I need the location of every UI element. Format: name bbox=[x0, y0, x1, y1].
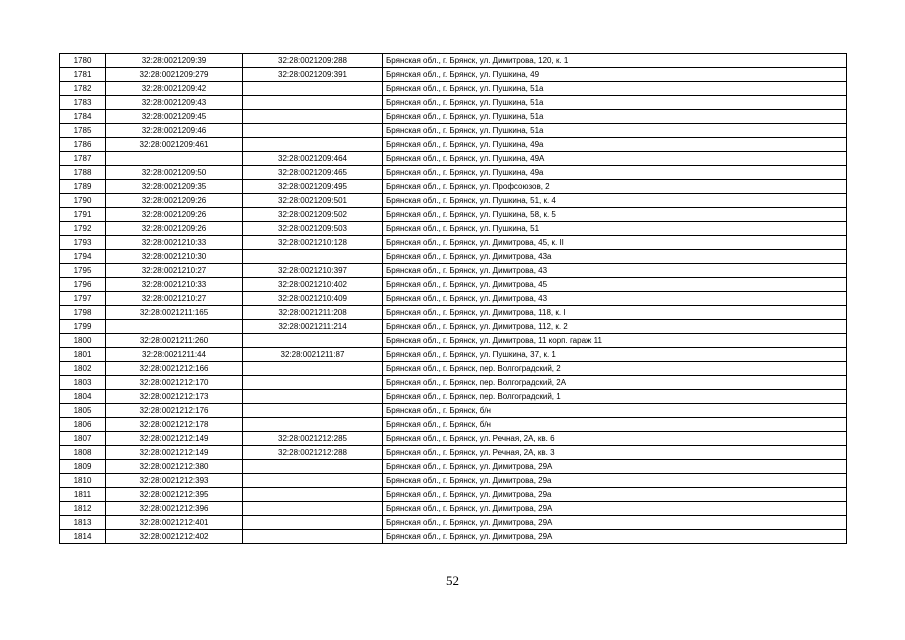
cell-address: Брянская обл., г. Брянск, ул. Димитрова, 118, к. I bbox=[383, 306, 847, 320]
cell-row-number: 1814 bbox=[60, 530, 106, 544]
cell-cadastral-number: 32:28:0021209:39 bbox=[106, 54, 243, 68]
cell-row-number: 1809 bbox=[60, 460, 106, 474]
cell-address: Брянская обл., г. Брянск, ул. Пушкина, 37, к. 1 bbox=[383, 348, 847, 362]
cell-cadastral-number: 32:28:0021212:393 bbox=[106, 474, 243, 488]
cell-cadastral-number: 32:28:0021209:279 bbox=[106, 68, 243, 82]
cell-object-cadastral-number: 32:28:0021212:285 bbox=[243, 432, 383, 446]
cell-cadastral-number bbox=[106, 320, 243, 334]
cell-cadastral-number: 32:28:0021211:44 bbox=[106, 348, 243, 362]
cell-address: Брянская обл., г. Брянск, б/н bbox=[383, 404, 847, 418]
cell-row-number: 1798 bbox=[60, 306, 106, 320]
cell-row-number: 1800 bbox=[60, 334, 106, 348]
cell-address: Брянская обл., г. Брянск, ул. Димитрова, 45 bbox=[383, 278, 847, 292]
cell-row-number: 1782 bbox=[60, 82, 106, 96]
table-row bbox=[60, 530, 847, 544]
cell-address: Брянская обл., г. Брянск, ул. Димитрова, 45, к. II bbox=[383, 236, 847, 250]
table-row bbox=[60, 236, 847, 250]
cell-cadastral-number: 32:28:0021209:26 bbox=[106, 208, 243, 222]
cell-cadastral-number: 32:28:0021210:27 bbox=[106, 264, 243, 278]
table-row bbox=[60, 292, 847, 306]
cell-address: Брянская обл., г. Брянск, ул. Димитрова, 29А bbox=[383, 516, 847, 530]
cell-address: Брянская обл., г. Брянск, ул. Речная, 2А, кв. 3 bbox=[383, 446, 847, 460]
cell-object-cadastral-number bbox=[243, 502, 383, 516]
cell-object-cadastral-number bbox=[243, 530, 383, 544]
cell-cadastral-number: 32:28:0021211:165 bbox=[106, 306, 243, 320]
table-row bbox=[60, 446, 847, 460]
cell-row-number: 1785 bbox=[60, 124, 106, 138]
cell-address: Брянская обл., г. Брянск, пер. Волгоградский, 1 bbox=[383, 390, 847, 404]
cell-object-cadastral-number: 32:28:0021211:87 bbox=[243, 348, 383, 362]
table-row bbox=[60, 166, 847, 180]
cell-object-cadastral-number bbox=[243, 474, 383, 488]
cell-cadastral-number: 32:28:0021212:396 bbox=[106, 502, 243, 516]
cell-object-cadastral-number bbox=[243, 124, 383, 138]
table-row bbox=[60, 96, 847, 110]
cell-row-number: 1795 bbox=[60, 264, 106, 278]
cell-cadastral-number: 32:28:0021209:26 bbox=[106, 194, 243, 208]
cell-row-number: 1811 bbox=[60, 488, 106, 502]
cell-address: Брянская обл., г. Брянск, ул. Пушкина, 49а bbox=[383, 138, 847, 152]
cell-address: Брянская обл., г. Брянск, пер. Волгоградский, 2А bbox=[383, 376, 847, 390]
table-row bbox=[60, 390, 847, 404]
cell-object-cadastral-number: 32:28:0021210:402 bbox=[243, 278, 383, 292]
cell-object-cadastral-number bbox=[243, 516, 383, 530]
cell-cadastral-number: 32:28:0021210:33 bbox=[106, 236, 243, 250]
cell-object-cadastral-number: 32:28:0021209:288 bbox=[243, 54, 383, 68]
table-row bbox=[60, 110, 847, 124]
cell-address: Брянская обл., г. Брянск, ул. Пушкина, 51, к. 4 bbox=[383, 194, 847, 208]
cell-object-cadastral-number: 32:28:0021210:397 bbox=[243, 264, 383, 278]
cell-address: Брянская обл., г. Брянск, ул. Пушкина, 49 bbox=[383, 68, 847, 82]
table-row bbox=[60, 208, 847, 222]
table-row bbox=[60, 418, 847, 432]
cell-row-number: 1786 bbox=[60, 138, 106, 152]
cell-cadastral-number bbox=[106, 152, 243, 166]
cell-cadastral-number: 32:28:0021209:26 bbox=[106, 222, 243, 236]
cell-cadastral-number: 32:28:0021212:380 bbox=[106, 460, 243, 474]
cell-row-number: 1813 bbox=[60, 516, 106, 530]
table-row bbox=[60, 362, 847, 376]
cell-cadastral-number: 32:28:0021210:27 bbox=[106, 292, 243, 306]
cell-address: Брянская обл., г. Брянск, ул. Димитрова, 29А bbox=[383, 502, 847, 516]
cell-object-cadastral-number: 32:28:0021209:502 bbox=[243, 208, 383, 222]
cell-row-number: 1802 bbox=[60, 362, 106, 376]
cell-cadastral-number: 32:28:0021209:43 bbox=[106, 96, 243, 110]
cell-object-cadastral-number bbox=[243, 488, 383, 502]
cell-cadastral-number: 32:28:0021209:42 bbox=[106, 82, 243, 96]
table-row bbox=[60, 432, 847, 446]
table-row bbox=[60, 194, 847, 208]
cell-object-cadastral-number bbox=[243, 404, 383, 418]
cell-object-cadastral-number bbox=[243, 110, 383, 124]
table-row bbox=[60, 152, 847, 166]
cell-address: Брянская обл., г. Брянск, ул. Профсоюзов, 2 bbox=[383, 180, 847, 194]
cell-cadastral-number: 32:28:0021212:178 bbox=[106, 418, 243, 432]
cell-cadastral-number: 32:28:0021212:173 bbox=[106, 390, 243, 404]
table-row bbox=[60, 250, 847, 264]
cell-object-cadastral-number: 32:28:0021209:465 bbox=[243, 166, 383, 180]
cell-object-cadastral-number: 32:28:0021211:214 bbox=[243, 320, 383, 334]
registry-table-container bbox=[59, 53, 846, 544]
table-row bbox=[60, 516, 847, 530]
cell-cadastral-number: 32:28:0021209:461 bbox=[106, 138, 243, 152]
cell-cadastral-number: 32:28:0021209:50 bbox=[106, 166, 243, 180]
cell-cadastral-number: 32:28:0021212:395 bbox=[106, 488, 243, 502]
cell-cadastral-number: 32:28:0021212:401 bbox=[106, 516, 243, 530]
table-row bbox=[60, 180, 847, 194]
cell-cadastral-number: 32:28:0021209:45 bbox=[106, 110, 243, 124]
table-row bbox=[60, 502, 847, 516]
cell-object-cadastral-number bbox=[243, 250, 383, 264]
cell-address: Брянская обл., г. Брянск, ул. Димитрова, 29а bbox=[383, 488, 847, 502]
cell-row-number: 1790 bbox=[60, 194, 106, 208]
cell-cadastral-number: 32:28:0021210:33 bbox=[106, 278, 243, 292]
cell-cadastral-number: 32:28:0021212:166 bbox=[106, 362, 243, 376]
page-number: 52 bbox=[446, 573, 459, 588]
cell-object-cadastral-number bbox=[243, 334, 383, 348]
cell-row-number: 1789 bbox=[60, 180, 106, 194]
cell-address: Брянская обл., г. Брянск, ул. Пушкина, 51а bbox=[383, 96, 847, 110]
cell-address: Брянская обл., г. Брянск, ул. Димитрова, 43а bbox=[383, 250, 847, 264]
cell-address: Брянская обл., г. Брянск, ул. Димитрова, 29А bbox=[383, 460, 847, 474]
cell-address: Брянская обл., г. Брянск, ул. Димитрова, 43 bbox=[383, 264, 847, 278]
cell-row-number: 1799 bbox=[60, 320, 106, 334]
cell-object-cadastral-number bbox=[243, 138, 383, 152]
cell-cadastral-number: 32:28:0021212:176 bbox=[106, 404, 243, 418]
cell-object-cadastral-number: 32:28:0021210:409 bbox=[243, 292, 383, 306]
cell-row-number: 1781 bbox=[60, 68, 106, 82]
cell-row-number: 1780 bbox=[60, 54, 106, 68]
cell-object-cadastral-number bbox=[243, 362, 383, 376]
cell-object-cadastral-number bbox=[243, 376, 383, 390]
table-row bbox=[60, 404, 847, 418]
cell-address: Брянская обл., г. Брянск, ул. Пушкина, 49а bbox=[383, 166, 847, 180]
cell-row-number: 1787 bbox=[60, 152, 106, 166]
table-row bbox=[60, 68, 847, 82]
cell-cadastral-number: 32:28:0021211:260 bbox=[106, 334, 243, 348]
cell-row-number: 1807 bbox=[60, 432, 106, 446]
cell-row-number: 1812 bbox=[60, 502, 106, 516]
cell-address: Брянская обл., г. Брянск, пер. Волгоградский, 2 bbox=[383, 362, 847, 376]
cell-row-number: 1783 bbox=[60, 96, 106, 110]
cell-row-number: 1805 bbox=[60, 404, 106, 418]
table-row bbox=[60, 348, 847, 362]
table-row bbox=[60, 278, 847, 292]
cell-row-number: 1810 bbox=[60, 474, 106, 488]
cell-object-cadastral-number bbox=[243, 96, 383, 110]
cell-cadastral-number: 32:28:0021210:30 bbox=[106, 250, 243, 264]
cell-row-number: 1794 bbox=[60, 250, 106, 264]
cell-object-cadastral-number: 32:28:0021209:495 bbox=[243, 180, 383, 194]
cell-cadastral-number: 32:28:0021212:149 bbox=[106, 446, 243, 460]
table-row bbox=[60, 264, 847, 278]
cell-object-cadastral-number: 32:28:0021209:464 bbox=[243, 152, 383, 166]
cell-object-cadastral-number: 32:28:0021211:208 bbox=[243, 306, 383, 320]
table-row bbox=[60, 306, 847, 320]
table-row bbox=[60, 460, 847, 474]
cell-address: Брянская обл., г. Брянск, ул. Пушкина, 51а bbox=[383, 82, 847, 96]
cell-row-number: 1803 bbox=[60, 376, 106, 390]
cell-address: Брянская обл., г. Брянск, б/н bbox=[383, 418, 847, 432]
cell-address: Брянская обл., г. Брянск, ул. Пушкина, 51а bbox=[383, 110, 847, 124]
table-row bbox=[60, 474, 847, 488]
table-row bbox=[60, 488, 847, 502]
cell-object-cadastral-number bbox=[243, 390, 383, 404]
cell-address: Брянская обл., г. Брянск, ул. Пушкина, 51а bbox=[383, 124, 847, 138]
table-row bbox=[60, 82, 847, 96]
table-row bbox=[60, 54, 847, 68]
cell-cadastral-number: 32:28:0021212:170 bbox=[106, 376, 243, 390]
registry-table bbox=[59, 53, 847, 544]
cell-row-number: 1784 bbox=[60, 110, 106, 124]
cell-row-number: 1791 bbox=[60, 208, 106, 222]
cell-address: Брянская обл., г. Брянск, ул. Димитрова, 43 bbox=[383, 292, 847, 306]
cell-row-number: 1808 bbox=[60, 446, 106, 460]
cell-address: Брянская обл., г. Брянск, ул. Димитрова, 11 корп. гараж 11 bbox=[383, 334, 847, 348]
table-row bbox=[60, 124, 847, 138]
cell-object-cadastral-number: 32:28:0021209:501 bbox=[243, 194, 383, 208]
cell-row-number: 1806 bbox=[60, 418, 106, 432]
registry-table-body bbox=[60, 54, 847, 544]
table-row bbox=[60, 334, 847, 348]
cell-address: Брянская обл., г. Брянск, ул. Пушкина, 51 bbox=[383, 222, 847, 236]
table-row bbox=[60, 138, 847, 152]
table-row bbox=[60, 320, 847, 334]
cell-address: Брянская обл., г. Брянск, ул. Пушкина, 49А bbox=[383, 152, 847, 166]
cell-object-cadastral-number: 32:28:0021212:288 bbox=[243, 446, 383, 460]
cell-row-number: 1793 bbox=[60, 236, 106, 250]
cell-cadastral-number: 32:28:0021212:402 bbox=[106, 530, 243, 544]
cell-cadastral-number: 32:28:0021209:46 bbox=[106, 124, 243, 138]
cell-object-cadastral-number: 32:28:0021210:128 bbox=[243, 236, 383, 250]
table-row bbox=[60, 222, 847, 236]
cell-address: Брянская обл., г. Брянск, ул. Димитрова, 29А bbox=[383, 530, 847, 544]
cell-address: Брянская обл., г. Брянск, ул. Пушкина, 58, к. 5 bbox=[383, 208, 847, 222]
cell-object-cadastral-number bbox=[243, 82, 383, 96]
cell-object-cadastral-number: 32:28:0021209:503 bbox=[243, 222, 383, 236]
cell-object-cadastral-number bbox=[243, 460, 383, 474]
cell-row-number: 1796 bbox=[60, 278, 106, 292]
table-row bbox=[60, 376, 847, 390]
cell-row-number: 1792 bbox=[60, 222, 106, 236]
cell-object-cadastral-number bbox=[243, 418, 383, 432]
cell-address: Брянская обл., г. Брянск, ул. Речная, 2А, кв. 6 bbox=[383, 432, 847, 446]
cell-cadastral-number: 32:28:0021212:149 bbox=[106, 432, 243, 446]
cell-row-number: 1797 bbox=[60, 292, 106, 306]
cell-row-number: 1788 bbox=[60, 166, 106, 180]
cell-address: Брянская обл., г. Брянск, ул. Димитрова, 29а bbox=[383, 474, 847, 488]
cell-row-number: 1801 bbox=[60, 348, 106, 362]
cell-address: Брянская обл., г. Брянск, ул. Димитрова, 120, к. 1 bbox=[383, 54, 847, 68]
cell-cadastral-number: 32:28:0021209:35 bbox=[106, 180, 243, 194]
cell-object-cadastral-number: 32:28:0021209:391 bbox=[243, 68, 383, 82]
cell-row-number: 1804 bbox=[60, 390, 106, 404]
cell-address: Брянская обл., г. Брянск, ул. Димитрова, 112, к. 2 bbox=[383, 320, 847, 334]
